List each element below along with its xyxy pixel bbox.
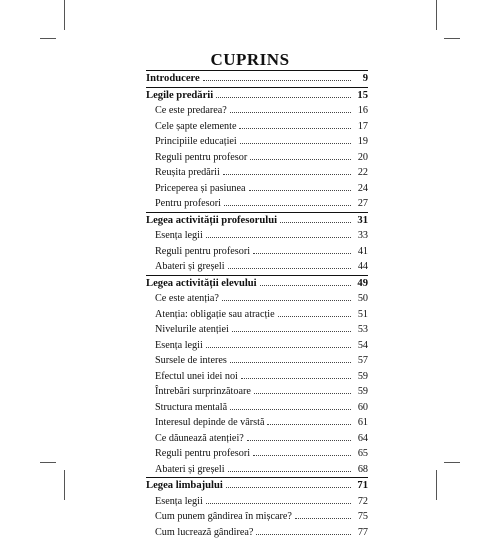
crop-mark-top-right-v <box>436 0 437 30</box>
toc-page-number: 19 <box>354 134 368 150</box>
dot-leader <box>253 447 351 456</box>
toc-entry-label: Reguli pentru profesori <box>155 244 250 260</box>
toc-entry-label: Introducere <box>146 71 200 87</box>
toc-entry-label: Sursele de interes <box>155 353 227 369</box>
dot-leader <box>228 260 351 269</box>
toc-page-number: 44 <box>354 259 368 275</box>
dot-leader <box>249 182 351 191</box>
toc-section-entry <box>146 431 368 447</box>
toc-entry-label: Cum punem gândirea în mișcare? <box>155 509 292 525</box>
toc-page-number: 51 <box>354 307 368 323</box>
toc-section-entry <box>146 525 368 540</box>
toc-page-number: 59 <box>354 384 368 400</box>
dot-leader <box>232 323 351 332</box>
toc-section-entry <box>146 134 368 150</box>
dot-leader <box>228 463 351 472</box>
toc-section-entry <box>146 494 368 510</box>
dot-leader <box>247 432 351 441</box>
toc-entry-label: Ce este atenția? <box>155 291 219 307</box>
toc-entry-label: Legea activității elevului <box>146 276 257 292</box>
page-title: CUPRINS <box>0 50 500 70</box>
dot-leader <box>222 292 351 301</box>
toc-page-number: 24 <box>354 181 368 197</box>
toc-page-number: 15 <box>354 88 368 104</box>
dot-leader <box>206 229 351 238</box>
toc-entry-label: Efectul unei idei noi <box>155 369 238 385</box>
toc-page-number: 33 <box>354 228 368 244</box>
table-of-contents <box>146 70 368 540</box>
dot-leader <box>239 120 351 129</box>
toc-page-number: 57 <box>354 353 368 369</box>
toc-section-entry <box>146 462 368 478</box>
toc-page-number: 75 <box>354 509 368 525</box>
toc-section-entry <box>146 291 368 307</box>
toc-section-entry <box>146 244 368 260</box>
toc-page-number: 20 <box>354 150 368 166</box>
toc-chapter-entry <box>146 87 368 104</box>
dot-leader <box>267 416 351 425</box>
toc-section-entry <box>146 103 368 119</box>
toc-page-number: 22 <box>354 165 368 181</box>
toc-entry-label: Priceperea și pasiunea <box>155 181 246 197</box>
toc-entry-label: Principiile educației <box>155 134 237 150</box>
toc-entry-label: Interesul depinde de vârstă <box>155 415 264 431</box>
toc-entry-label: Ce este predarea? <box>155 103 227 119</box>
toc-entry-label: Reguli pentru profesor <box>155 150 247 166</box>
toc-entry-label: Reguli pentru profesori <box>155 446 250 462</box>
toc-page-number: 27 <box>354 196 368 212</box>
toc-page-number: 54 <box>354 338 368 354</box>
toc-section-entry <box>146 181 368 197</box>
crop-mark-top-left-v <box>64 0 65 30</box>
toc-page-number: 71 <box>354 478 368 494</box>
toc-page-number: 53 <box>354 322 368 338</box>
dot-leader <box>260 277 351 286</box>
dot-leader <box>256 526 351 535</box>
toc-page-number: 9 <box>354 71 368 87</box>
dot-leader <box>250 151 351 160</box>
toc-page-number: 65 <box>354 446 368 462</box>
toc-chapter-entry <box>146 275 368 292</box>
toc-chapter-entry <box>146 212 368 229</box>
toc-entry-label: Ce dăunează atenției? <box>155 431 244 447</box>
toc-section-entry <box>146 322 368 338</box>
toc-page-number: 61 <box>354 415 368 431</box>
dot-leader <box>278 308 351 317</box>
crop-mark-top-left-h <box>40 38 56 39</box>
toc-entry-label: Legea limbajului <box>146 478 223 494</box>
dot-leader <box>230 401 351 410</box>
toc-section-entry <box>146 228 368 244</box>
dot-leader <box>226 479 351 488</box>
toc-page-number: 60 <box>354 400 368 416</box>
toc-entry-label: Legile predării <box>146 88 213 104</box>
toc-section-entry <box>146 259 368 275</box>
toc-entry-label: Nivelurile atenției <box>155 322 229 338</box>
toc-entry-label: Cum lucrează gândirea? <box>155 525 253 540</box>
toc-page-number: 41 <box>354 244 368 260</box>
toc-section-entry <box>146 307 368 323</box>
toc-section-entry <box>146 369 368 385</box>
toc-page-number: 16 <box>354 103 368 119</box>
toc-entry-label: Atenția: obligație sau atracție <box>155 307 275 323</box>
toc-page-number: 64 <box>354 431 368 447</box>
dot-leader <box>295 510 351 519</box>
toc-entry-label: Întrebări surprinzătoare <box>155 384 251 400</box>
toc-section-entry <box>146 165 368 181</box>
crop-mark-bottom-right-v <box>436 470 437 500</box>
toc-section-entry <box>146 509 368 525</box>
dot-leader <box>224 197 351 206</box>
toc-page-number: 31 <box>354 213 368 229</box>
dot-leader <box>240 135 351 144</box>
dot-leader <box>280 214 351 223</box>
toc-entry-label: Esența legii <box>155 228 203 244</box>
toc-page-number: 72 <box>354 494 368 510</box>
toc-page-number: 68 <box>354 462 368 478</box>
crop-mark-bottom-right-h <box>444 462 460 463</box>
toc-chapter-entry <box>146 70 368 87</box>
toc-chapter-entry <box>146 477 368 494</box>
toc-section-entry <box>146 338 368 354</box>
toc-entry-label: Esența legii <box>155 338 203 354</box>
toc-page-number: 17 <box>354 119 368 135</box>
toc-section-entry <box>146 400 368 416</box>
dot-leader <box>206 339 351 348</box>
dot-leader <box>241 370 351 379</box>
toc-entry-label: Abateri și greșeli <box>155 259 225 275</box>
toc-entry-label: Legea activității profesorului <box>146 213 277 229</box>
crop-mark-bottom-left-h <box>40 462 56 463</box>
dot-leader <box>253 245 351 254</box>
crop-mark-top-right-h <box>444 38 460 39</box>
toc-entry-label: Pentru profesori <box>155 196 221 212</box>
toc-section-entry <box>146 119 368 135</box>
dot-leader <box>206 495 351 504</box>
toc-entry-label: Esența legii <box>155 494 203 510</box>
crop-mark-bottom-left-v <box>64 470 65 500</box>
dot-leader <box>230 354 351 363</box>
dot-leader <box>254 385 351 394</box>
toc-section-entry <box>146 353 368 369</box>
toc-entry-label: Structura mentală <box>155 400 227 416</box>
toc-entry-label: Abateri și greșeli <box>155 462 225 478</box>
dot-leader <box>216 89 351 98</box>
toc-section-entry <box>146 415 368 431</box>
toc-page-number: 49 <box>354 276 368 292</box>
dot-leader <box>223 166 351 175</box>
toc-section-entry <box>146 150 368 166</box>
toc-section-entry <box>146 446 368 462</box>
toc-entry-label: Cele șapte elemente <box>155 119 236 135</box>
dot-leader <box>203 72 351 81</box>
toc-section-entry <box>146 384 368 400</box>
toc-page-number: 59 <box>354 369 368 385</box>
dot-leader <box>230 104 351 113</box>
toc-entry-label: Reușita predării <box>155 165 220 181</box>
toc-page-number: 77 <box>354 525 368 540</box>
toc-section-entry <box>146 196 368 212</box>
toc-page-number: 50 <box>354 291 368 307</box>
